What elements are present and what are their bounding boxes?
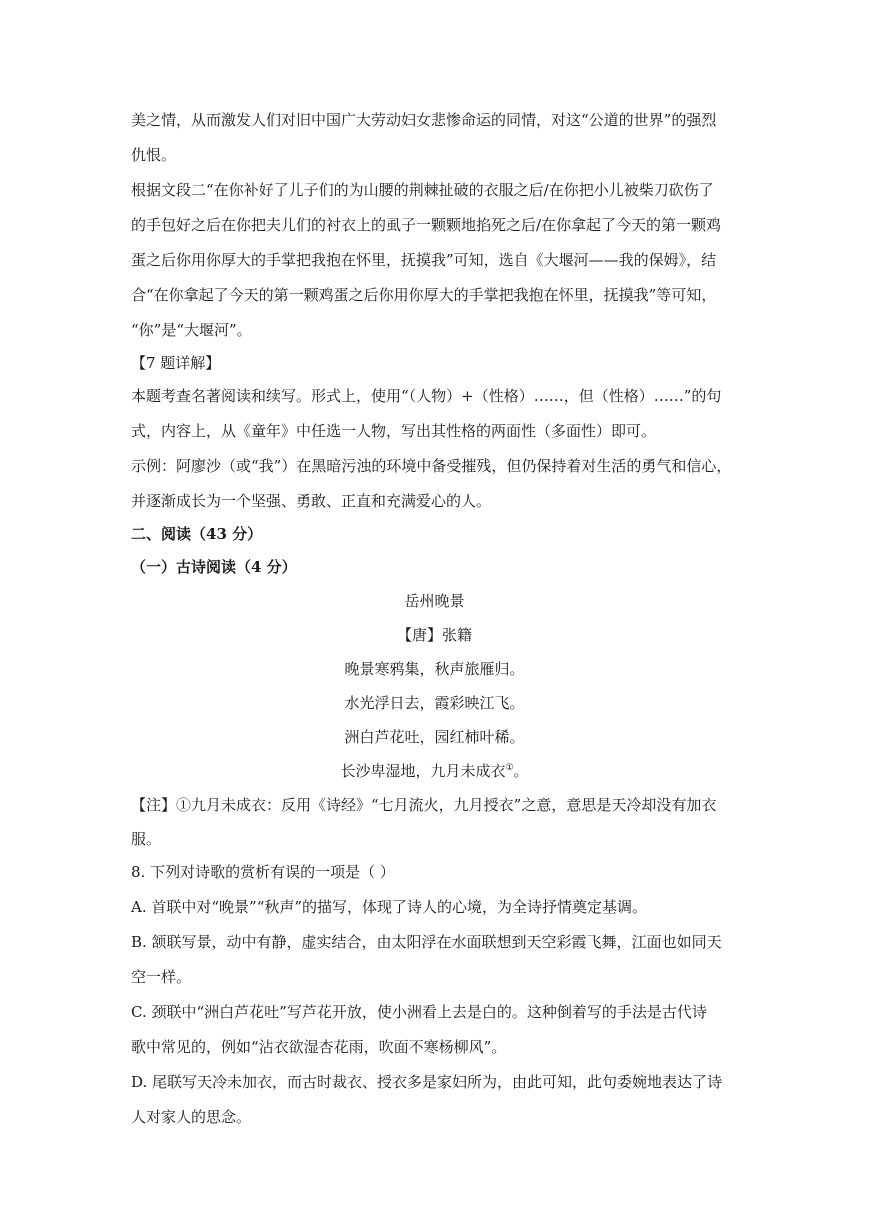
poem-line: 晚景寒鸦集，秋声旅雁归。 bbox=[344, 660, 525, 678]
option-a: A. 首联中对“晚景”“秋声”的描写，体现了诗人的心境，为全诗抒情奠定基调。 bbox=[131, 898, 648, 916]
text-line: 的手包好之后在你把夫儿们的衬衣上的虱子一颗颗地掐死之后/在你拿起了今天的第一颗鸡 bbox=[131, 216, 722, 234]
text-line: 美之情，从而激发人们对旧中国广大劳动妇女悲惨命运的同情，对这“公道的世界”的强烈 bbox=[131, 111, 717, 129]
text-line: 并逐渐成长为一个坚强、勇敢、正直和充满爱心的人。 bbox=[131, 492, 492, 510]
note-line: 服。 bbox=[131, 830, 162, 848]
poem-title: 岳州晚景 bbox=[404, 592, 465, 610]
answer-heading: 【7 题详解】 bbox=[131, 354, 221, 372]
text-line: 本题考查名著阅读和续写。形式上，使用“（人物）+（性格）……，但（性格）……”的句 bbox=[131, 387, 722, 405]
option-b-cont: 空一样。 bbox=[131, 968, 192, 986]
text-line: “你”是“大堰河”。 bbox=[131, 321, 252, 339]
poem-line: 洲白芦花吐，园红柿叶稀。 bbox=[344, 728, 525, 746]
text-line: 仇恨。 bbox=[131, 146, 177, 164]
option-d: D. 尾联写天冷未加衣，而古时裁衣、授衣多是家妇所为，由此可知，此句委婉地表达了诗 bbox=[131, 1073, 723, 1091]
text-line: 式，内容上，从《童年》中任选一人物，写出其性格的两面性（多面性）即可。 bbox=[131, 422, 657, 440]
note-line: 【注】①九月未成衣：反用《诗经》“七月流火，九月授衣”之意，意思是天冷却没有加衣 bbox=[131, 796, 717, 814]
option-d-cont: 人对家人的思念。 bbox=[131, 1108, 252, 1126]
poem-line: 水光浮日去，霞彩映江飞。 bbox=[344, 694, 525, 712]
poem-author: 【唐】张籍 bbox=[396, 626, 472, 644]
poem-line bbox=[0, 761, 869, 781]
text-line: 合“在你拿起了今天的第一颗鸡蛋之后你用你厚大的手掌把我抱在怀里，抚摸我”等可知， bbox=[131, 286, 717, 304]
option-b: B. 颔联写景，动中有静，虚实结合，由太阳浮在水面联想到天空彩霞飞舞，江面也如同天 bbox=[131, 933, 722, 951]
option-c: C. 颈联中“洲白芦花吐”写芦花开放，使小洲看上去是白的。这种倒着写的手法是古代诗 bbox=[131, 1003, 707, 1021]
text-line: 根据文段二“在你补好了儿子们的为山腰的荆棘扯破的衣服之后/在你把小儿被柴刀砍伤了 bbox=[131, 181, 714, 199]
option-c-cont: 歌中常见的，例如“沾衣欲湿杏花雨，吹面不寒杨柳风”。 bbox=[131, 1038, 507, 1056]
section-heading: 二、阅读（43 分） bbox=[131, 525, 263, 543]
text-line: 蛋之后你用你厚大的手掌把我抱在怀里，抚摸我”可知，选自《大堰河——我的保姆》，结 bbox=[131, 251, 717, 269]
poem-line-end: 。 bbox=[513, 762, 529, 780]
footnote-mark: ① bbox=[505, 763, 514, 773]
subsection-heading: （一）古诗阅读（4 分） bbox=[131, 558, 297, 576]
text-line: 示例：阿廖沙（或“我”）在黑暗污浊的环境中备受摧残，但仍保持着对生活的勇气和信心， bbox=[131, 457, 732, 475]
question-stem: 8. 下列对诗歌的赏析有误的一项是（ ） bbox=[131, 863, 395, 881]
poem-line-text: 长沙卑湿地，九月未成衣 bbox=[340, 762, 506, 780]
